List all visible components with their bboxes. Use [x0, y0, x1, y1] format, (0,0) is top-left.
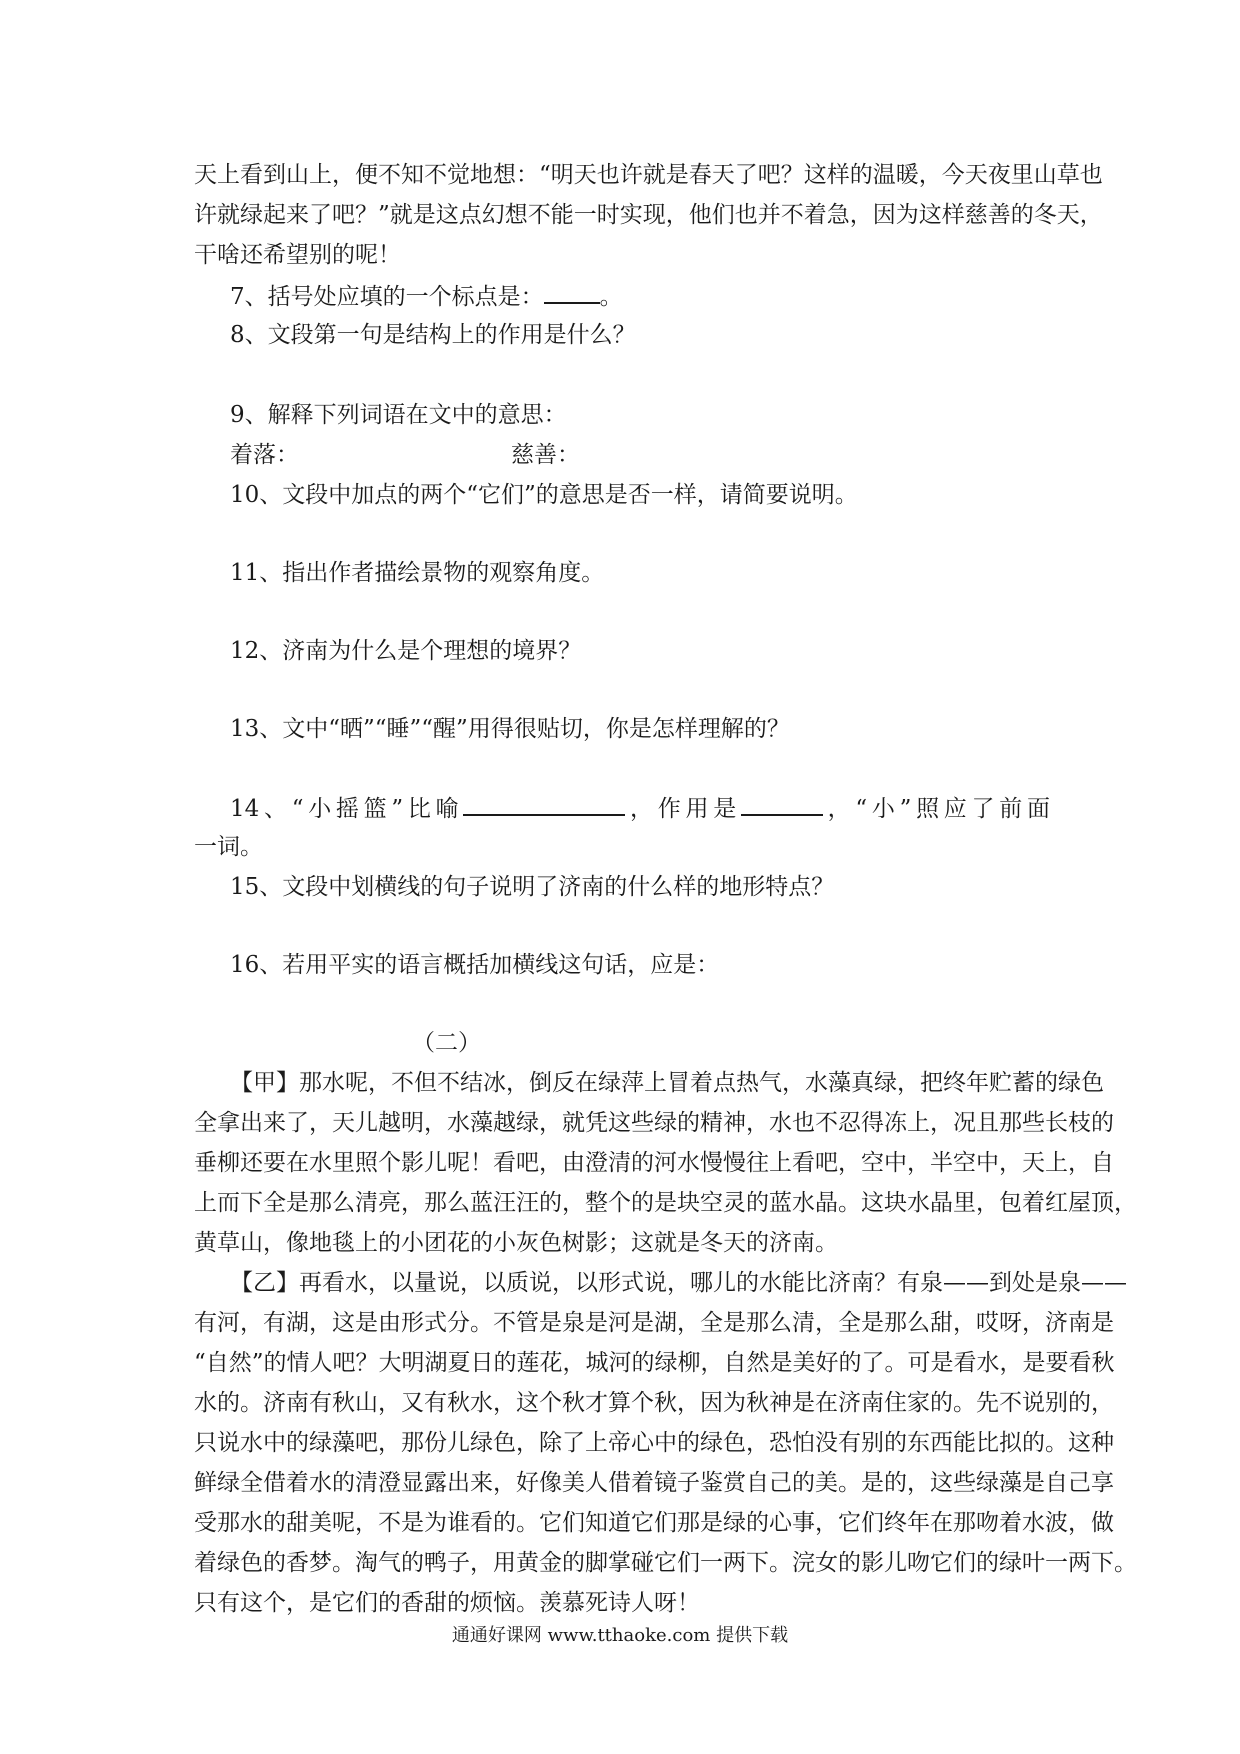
question-9: 9、解释下列词语在文中的意思：: [230, 402, 567, 428]
passage-yi-line: 有河，有湖，这是由形式分。不管是泉是河是湖，全是那么清，全是那么甜，哎呀，济南是: [194, 1310, 1114, 1336]
passage-jia-line: 垂柳还要在水里照个影儿呢！看吧，由澄清的河水慢慢往上看吧，空中，半空中，天上，自: [194, 1150, 1114, 1176]
question-14-text-c: ，“小”照应了前面: [822, 796, 1050, 822]
passage-line: 干啥还希望别的呢！: [194, 242, 401, 268]
passage-yi-line: 鲜绿全借着水的清澄显露出来，好像美人借着镜子鉴赏自己的美。是的，这些绿藻是自己享: [194, 1470, 1114, 1496]
passage-yi-line: 受那水的甜美呢，不是为谁看的。它们知道它们那是绿的心事，它们终年在那吻着水波，做: [194, 1510, 1114, 1536]
passage-jia-line: 全拿出来了，天儿越明，水藻越绿，就凭这些绿的精神，水也不忍得冻上，况且那些长枝的: [194, 1110, 1114, 1136]
passage-jia-line: 黄草山，像地毯上的小团花的小灰色树影；这就是冬天的济南。: [194, 1230, 838, 1256]
passage-yi-line: “自然”的情人吧？大明湖夏日的莲花，城河的绿柳，自然是美好的了。可是看水，是要看秋: [194, 1350, 1115, 1376]
answer-blank[interactable]: [463, 792, 625, 816]
question-7: [230, 280, 623, 312]
question-16: 16、若用平实的语言概括加横线这句话，应是：: [230, 952, 720, 978]
question-11: 11、指出作者描绘景物的观察角度。: [230, 560, 605, 586]
term-zhuoluo: 着落：: [230, 442, 299, 468]
passage-yi-line: 【乙】再看水，以量说，以质说，以形式说，哪儿的水能比济南？有泉——到处是泉——: [230, 1270, 1127, 1296]
question-14-cont: 一词。: [194, 834, 263, 860]
passage-line: 许就绿起来了吧？”就是这点幻想不能一时实现，他们也并不着急，因为这样慈善的冬天，: [194, 202, 1103, 228]
question-8: 8、文段第一句是结构上的作用是什么？: [230, 322, 636, 348]
answer-blank[interactable]: [741, 792, 823, 816]
section-heading: （二）: [412, 1030, 481, 1056]
question-10: 10、文段中加点的两个“它们”的意思是否一样，请简要说明。: [230, 482, 858, 508]
question-14-text-a: 14、“小摇篮”比喻: [230, 796, 464, 822]
passage-jia-line: 上而下全是那么清亮，那么蓝汪汪的，整个的是块空灵的蓝水晶。这块水晶里，包着红屋顶，: [194, 1190, 1137, 1216]
term-cishan: 慈善：: [511, 442, 580, 468]
question-9-terms: [230, 440, 580, 470]
question-14: [230, 792, 1050, 824]
question-14-text-b: ，作用是: [625, 796, 741, 822]
answer-blank[interactable]: [544, 280, 600, 304]
question-12: 12、济南为什么是个理想的境界？: [230, 638, 582, 664]
passage-yi-line: 只说水中的绿藻吧，那份儿绿色，除了上帝心中的绿色，恐怕没有别的东西能比拟的。这种: [194, 1430, 1114, 1456]
passage-yi-line: 着绿色的香梦。淘气的鸭子，用黄金的脚掌碰它们一两下。浣女的影儿吻它们的绿叶一两下。: [194, 1550, 1137, 1576]
question-15: 15、文段中划横线的句子说明了济南的什么样的地形特点？: [230, 874, 835, 900]
question-7-text: 7、括号处应填的一个标点是：: [230, 284, 544, 310]
question-13: 13、文中“晒”“睡”“醒”用得很贴切，你是怎样理解的？: [230, 716, 790, 742]
question-7-suffix: 。: [599, 284, 623, 310]
passage-yi-line: 水的。济南有秋山，又有秋水，这个秋才算个秋，因为秋神是在济南住家的。先不说别的，: [194, 1390, 1114, 1416]
passage-line: 天上看到山上，便不知不觉地想：“明天也许就是春天了吧？这样的温暖，今天夜里山草也: [194, 162, 1103, 188]
page-footer: 通通好课网 www.tthaoke.com 提供下载: [451, 1625, 789, 1646]
passage-yi-line: 只有这个，是它们的香甜的烦恼。羡慕死诗人呀！: [194, 1590, 700, 1616]
passage-jia-line: 【甲】那水呢，不但不结冰，倒反在绿萍上冒着点热气，水藻真绿，把终年贮蓄的绿色: [230, 1070, 1104, 1096]
